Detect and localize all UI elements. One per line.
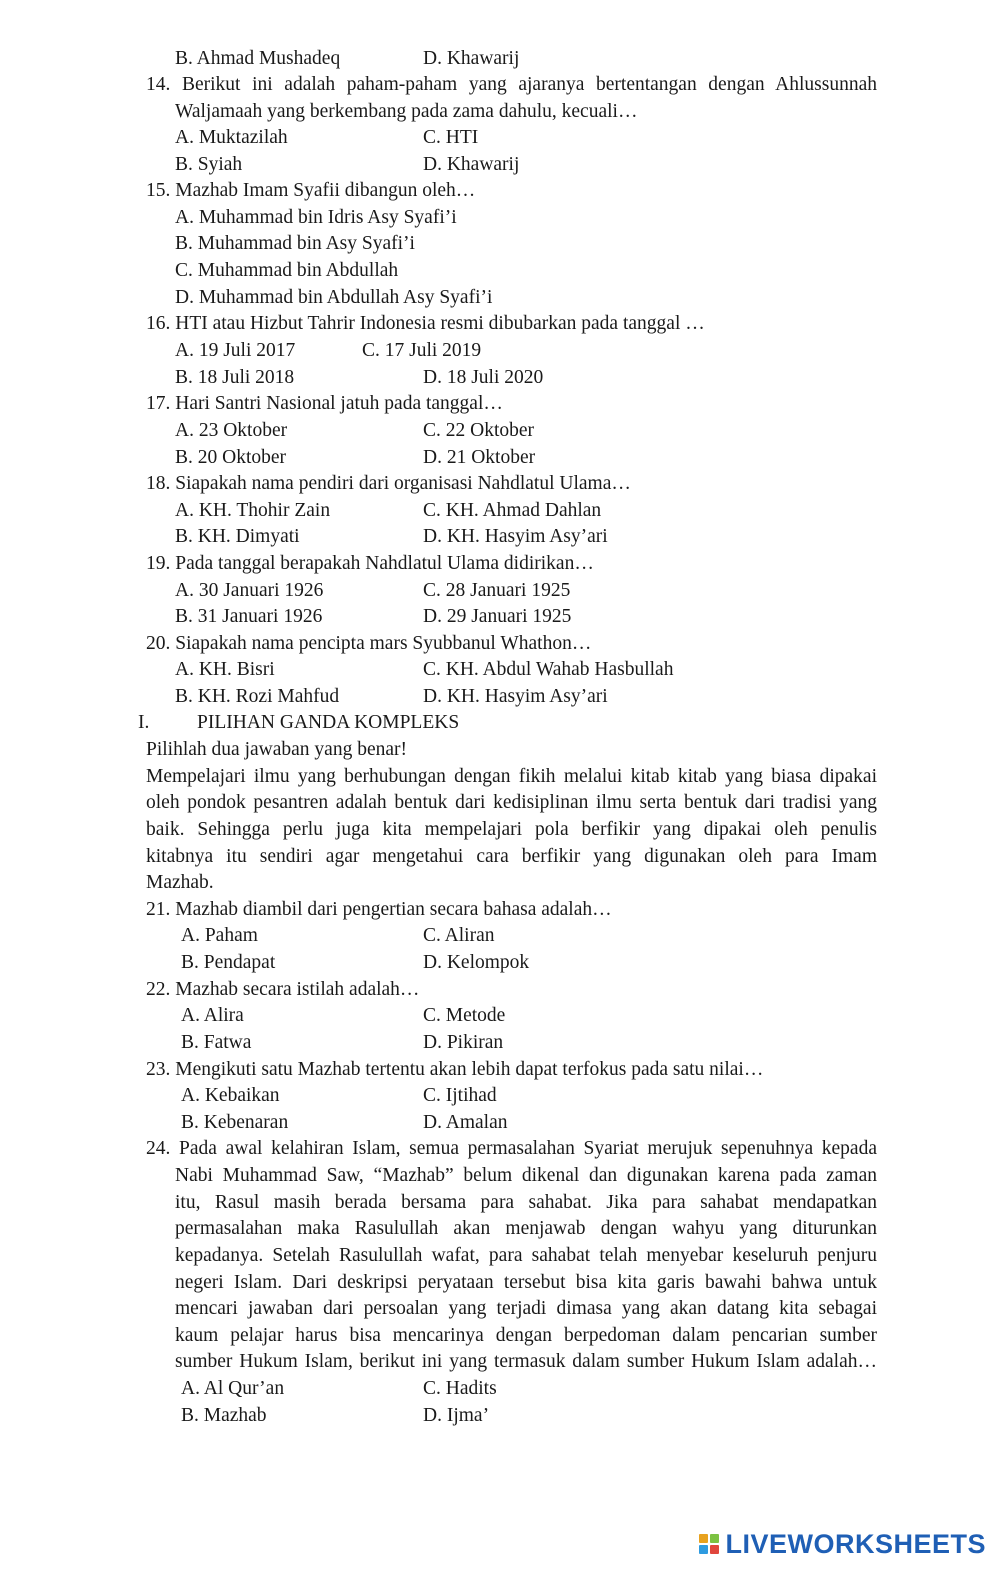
brand-name: LIVEWORKSHEETS: [725, 1528, 986, 1559]
q17-option-b[interactable]: B. 20 Oktober: [175, 447, 287, 468]
section-title: PILIHAN GANDA KOMPLEKS: [197, 712, 460, 733]
question-18-text: 18. Siapakah nama pendiri dari organisasi Nahdlatul Ulama…: [146, 473, 631, 494]
q16-option-d[interactable]: D. 18 Juli 2020: [423, 367, 544, 388]
q18-option-a[interactable]: A. KH. Thohir Zain: [175, 500, 331, 521]
q21-option-c[interactable]: C. Aliran: [423, 925, 495, 946]
question-24-text-cont: permasalahan maka Rasulullah akan menjawab dengan wahyu yang diturunkan: [175, 1218, 877, 1239]
q22-option-a[interactable]: A. Alira: [181, 1005, 244, 1026]
q14-option-d[interactable]: D. Khawarij: [423, 154, 520, 175]
question-17-text: 17. Hari Santri Nasional jatuh pada tanggal…: [146, 393, 503, 414]
q24-option-a[interactable]: A. Al Qur’an: [181, 1378, 285, 1399]
q19-option-c[interactable]: C. 28 Januari 1925: [423, 580, 571, 601]
q23-option-c[interactable]: C. Ijtihad: [423, 1085, 497, 1106]
q21-option-b[interactable]: B. Pendapat: [181, 952, 276, 973]
question-14-text-cont: Waljamaah yang berkembang pada zama dahulu, kecuali…: [175, 101, 638, 122]
q22-option-b[interactable]: B. Fatwa: [181, 1032, 252, 1053]
q22-option-c[interactable]: C. Metode: [423, 1005, 506, 1026]
q24-option-b[interactable]: B. Mazhab: [181, 1405, 267, 1426]
q23-option-a[interactable]: A. Kebaikan: [181, 1085, 280, 1106]
q13-option-b: B. Ahmad Mushadeq: [175, 48, 341, 69]
intro-paragraph-line: oleh pondok pesantren adalah bentuk dari kedisiplinan ilmu serta bentuk dari tradisi yang: [146, 792, 877, 813]
q21-option-a[interactable]: A. Paham: [181, 925, 258, 946]
q14-option-c[interactable]: C. HTI: [423, 127, 479, 148]
q15-option-d[interactable]: D. Muhammad bin Abdullah Asy Syafi’i: [175, 287, 493, 308]
q13-option-d: D. Khawarij: [423, 48, 520, 69]
logo-square: [699, 1534, 708, 1543]
intro-paragraph-line: baik. Sehingga perlu juga kita mempelajari pola berfikir yang dipakai oleh penulis: [146, 819, 877, 840]
q22-option-d[interactable]: D. Pikiran: [423, 1032, 504, 1053]
question-23-text: 23. Mengikuti satu Mazhab tertentu akan lebih dapat terfokus pada satu nilai…: [146, 1059, 764, 1080]
intro-paragraph-line: Mempelajari ilmu yang berhubungan dengan fikih melalui kitab kitab yang biasa dipakai: [146, 766, 877, 787]
q20-option-c[interactable]: C. KH. Abdul Wahab Hasbullah: [423, 659, 674, 680]
section-number: I.: [138, 712, 150, 733]
question-24-text-cont: kaum pelajar harus bisa mencarinya dengan berpedoman dalam pencarian sumber: [175, 1325, 877, 1346]
q15-option-b[interactable]: B. Muhammad bin Asy Syafi’i: [175, 233, 415, 254]
q18-option-b[interactable]: B. KH. Dimyati: [175, 526, 300, 547]
q20-option-a[interactable]: A. KH. Bisri: [175, 659, 275, 680]
q19-option-b[interactable]: B. 31 Januari 1926: [175, 606, 323, 627]
liveworksheets-logo-icon: [699, 1534, 719, 1554]
question-19-text: 19. Pada tanggal berapakah Nahdlatul Ulama didirikan…: [146, 553, 594, 574]
liveworksheets-brand: [699, 1527, 986, 1561]
q15-option-c[interactable]: C. Muhammad bin Abdullah: [175, 260, 399, 281]
q16-option-b[interactable]: B. 18 Juli 2018: [175, 367, 295, 388]
q17-option-d[interactable]: D. 21 Oktober: [423, 447, 536, 468]
section-instruction: Pilihlah dua jawaban yang benar!: [146, 739, 407, 760]
q24-option-c[interactable]: C. Hadits: [423, 1378, 497, 1399]
q19-option-d[interactable]: D. 29 Januari 1925: [423, 606, 572, 627]
q15-option-a[interactable]: A. Muhammad bin Idris Asy Syafi’i: [175, 207, 457, 228]
question-15-text: 15. Mazhab Imam Syafii dibangun oleh…: [146, 180, 476, 201]
question-24-text-cont: kepadanya. Setelah Rasulullah wafat, para sahabat telah menyebar keseluruh penjuru: [175, 1245, 877, 1266]
q18-option-c[interactable]: C. KH. Ahmad Dahlan: [423, 500, 602, 521]
q23-option-d[interactable]: D. Amalan: [423, 1112, 508, 1133]
q19-option-a[interactable]: A. 30 Januari 1926: [175, 580, 324, 601]
q18-option-d[interactable]: D. KH. Hasyim Asy’ari: [423, 526, 608, 547]
q20-option-d[interactable]: D. KH. Hasyim Asy’ari: [423, 686, 608, 707]
q23-option-b[interactable]: B. Kebenaran: [181, 1112, 289, 1133]
question-14-text: 14. Berikut ini adalah paham-paham yang ajaranya bertentangan dengan Ahlussunnah: [146, 74, 877, 95]
intro-paragraph-line: kitabnya itu sendiri agar mengetahui cara berfikir yang digunakan oleh para Imam: [146, 846, 877, 867]
q14-option-b[interactable]: B. Syiah: [175, 154, 243, 175]
question-20-text: 20. Siapakah nama pencipta mars Syubbanul Whathon…: [146, 633, 592, 654]
q24-option-d[interactable]: D. Ijma’: [423, 1405, 490, 1426]
q21-option-d[interactable]: D. Kelompok: [423, 952, 530, 973]
question-24-text-cont: negeri Islam. Dari deskripsi peryataan tersebut bisa kita garis bawahi bahwa untuk: [175, 1272, 877, 1293]
q17-option-a[interactable]: A. 23 Oktober: [175, 420, 288, 441]
question-24-text-cont: itu, Rasul masih berada bersama para sahabat. Jika para sahabat mendapatkan: [175, 1192, 877, 1213]
q14-option-a[interactable]: A. Muktazilah: [175, 127, 288, 148]
question-16-text: 16. HTI atau Hizbut Tahrir Indonesia resmi dibubarkan pada tanggal …: [146, 313, 705, 334]
intro-paragraph-line: Mazhab.: [146, 872, 214, 893]
q16-option-a[interactable]: A. 19 Juli 2017: [175, 340, 296, 361]
q20-option-b[interactable]: B. KH. Rozi Mahfud: [175, 686, 340, 707]
question-24-text-cont: sumber Hukum Islam, berikut ini yang termasuk dalam sumber Hukum Islam adalah…: [175, 1351, 877, 1372]
q17-option-c[interactable]: C. 22 Oktober: [423, 420, 535, 441]
question-21-text: 21. Mazhab diambil dari pengertian secara bahasa adalah…: [146, 899, 612, 920]
question-22-text: 22. Mazhab secara istilah adalah…: [146, 979, 420, 1000]
question-24-text-cont: Nabi Muhammad Saw, “Mazhab” belum dikenal dan digunakan karena pada zaman: [175, 1165, 877, 1186]
logo-square: [710, 1545, 719, 1554]
logo-square: [710, 1534, 719, 1543]
question-24-text: 24. Pada awal kelahiran Islam, semua permasalahan Syariat merujuk sepenuhnya kepada: [146, 1138, 877, 1159]
logo-square: [699, 1545, 708, 1554]
question-24-text-cont: mencari jawaban dari persoalan yang terjadi dimasa yang akan datang kita sebagai: [175, 1298, 877, 1319]
q16-option-c[interactable]: C. 17 Juli 2019: [362, 340, 482, 361]
